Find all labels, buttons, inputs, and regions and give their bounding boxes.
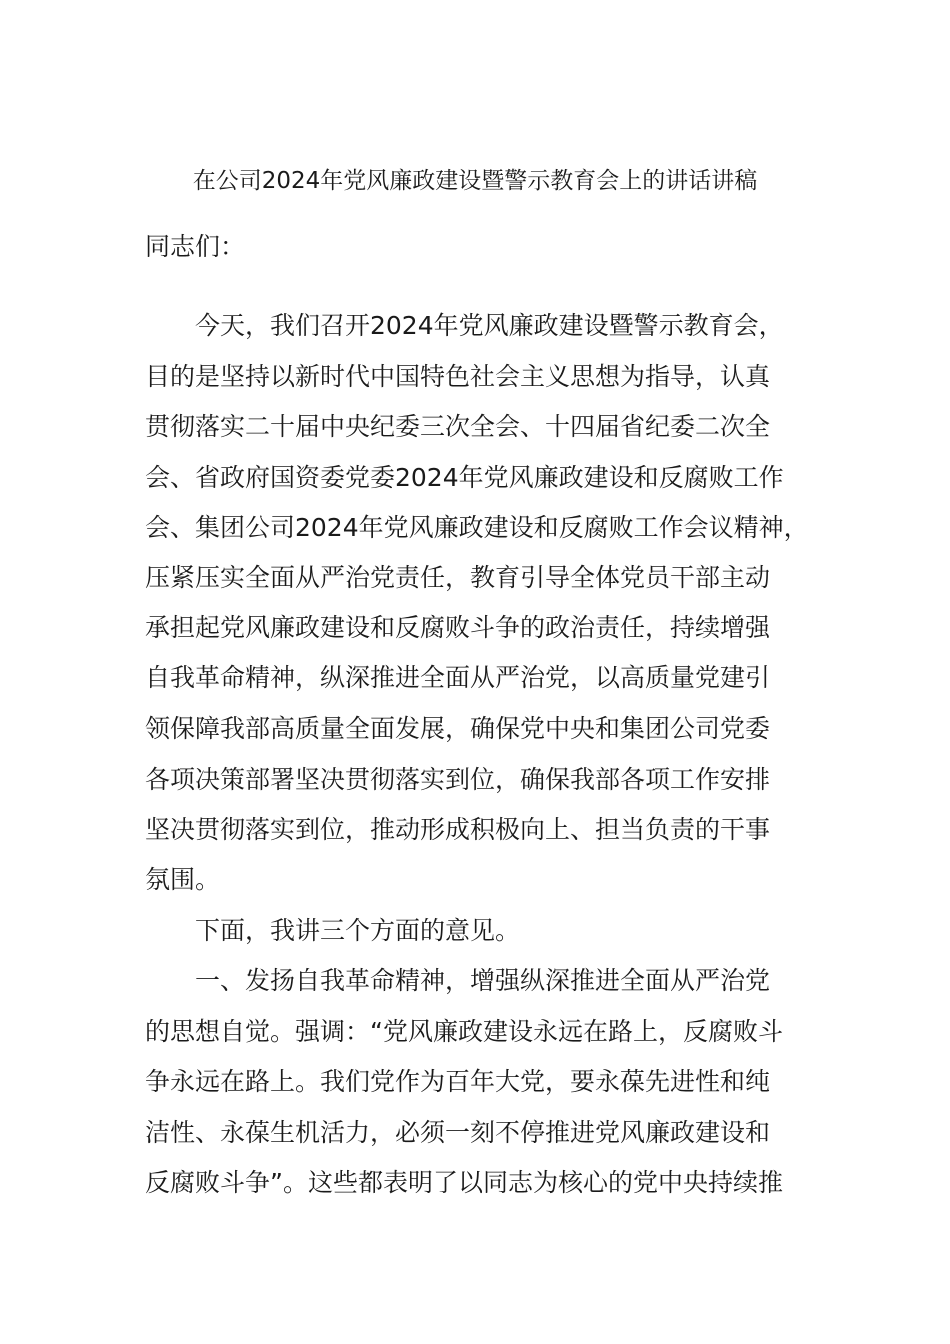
body-line: 领保障我部高质量全面发展，确保党中央和集团公司党委 — [145, 714, 771, 743]
body-line: 的思想自觉。强调：“党风廉政建设永远在路上，反腐败斗 — [145, 1017, 783, 1046]
body-line: 贯彻落实二十届中央纪委三次全会、十四届省纪委二次全 — [145, 412, 771, 441]
body-line: 反腐败斗争”。这些都表明了以同志为核心的党中央持续推 — [145, 1168, 783, 1197]
body-line: 会、集团公司2024年党风廉政建设和反腐败工作会议精神， — [145, 513, 809, 542]
salutation: 同志们： — [145, 232, 246, 261]
body-line: 自我革命精神，纵深推进全面从严治党，以高质量党建引 — [145, 663, 771, 692]
body-line: 目的是坚持以新时代中国特色社会主义思想为指导，认真 — [145, 362, 771, 391]
body-line: 洁性、永葆生机活力，必须一刻不停推进党风廉政建设和 — [145, 1118, 771, 1147]
body-line: 坚决贯彻落实到位，推动形成积极向上、担当负责的干事 — [145, 815, 771, 844]
body-line: 压紧压实全面从严治党责任，教育引导全体党员干部主动 — [145, 563, 771, 592]
body-line: 争永远在路上。我们党作为百年大党，要永葆先进性和纯 — [145, 1067, 771, 1096]
body-line: 下面，我讲三个方面的意见。 — [145, 916, 521, 945]
body-line: 会、省政府国资委党委2024年党风廉政建设和反腐败工作 — [145, 463, 784, 492]
body-line: 各项决策部署坚决贯彻落实到位，确保我部各项工作安排 — [145, 765, 771, 794]
body-line: 承担起党风廉政建设和反腐败斗争的政治责任，持续增强 — [145, 613, 771, 642]
body-line: 氛围。 — [145, 865, 221, 894]
document-title: 在公司2024年党风廉政建设暨警示教育会上的讲话讲稿 — [192, 168, 758, 194]
body-line: 今天，我们召开2024年党风廉政建设暨警示教育会， — [145, 311, 784, 340]
body-line: 一、发扬自我革命精神，增强纵深推进全面从严治党 — [145, 966, 771, 995]
